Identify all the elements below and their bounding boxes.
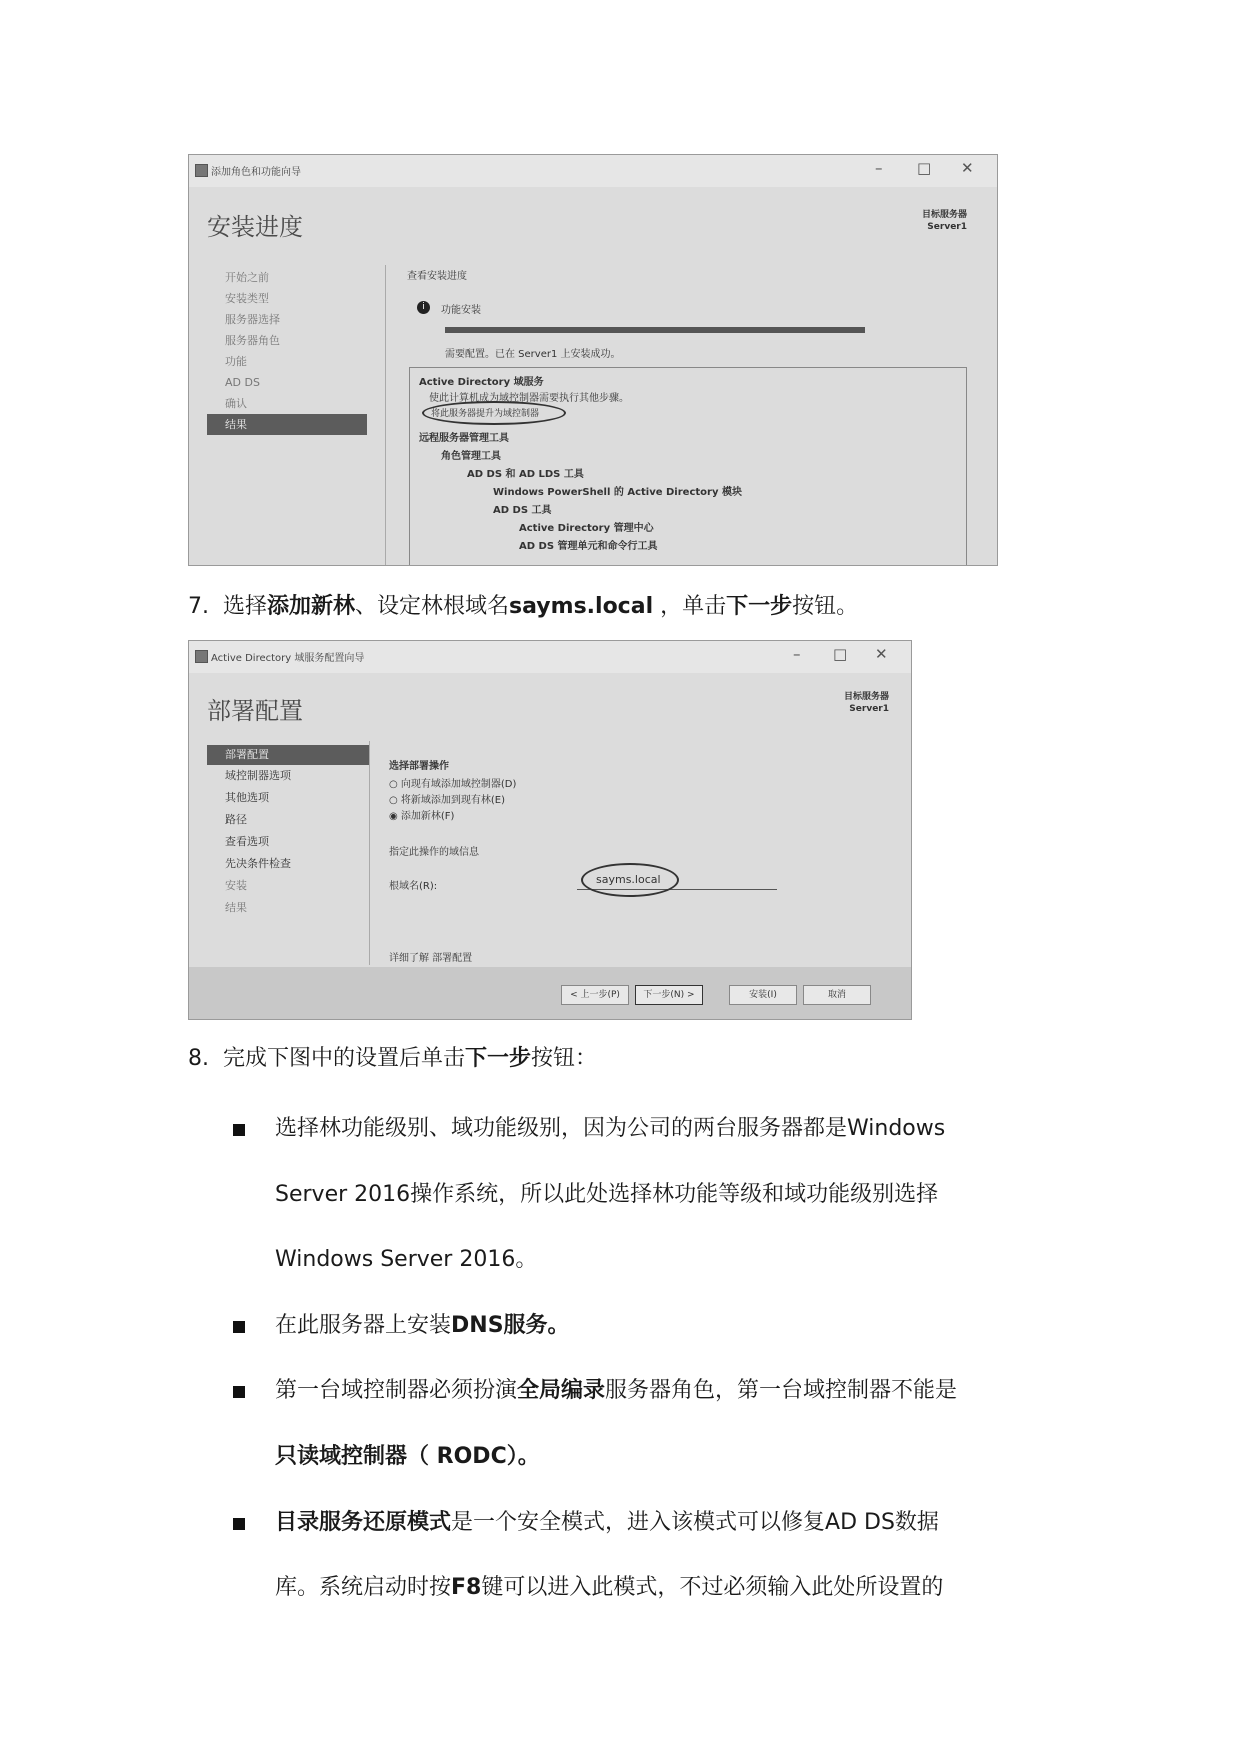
window-title: 添加角色和功能向导 (211, 167, 301, 178)
page-title: 部署配置 (207, 697, 303, 725)
bullet-text: Server 2016操作系统，所以此处选择林功能等级和域功能级别选择 (275, 1182, 939, 1207)
bullet-icon (233, 1518, 245, 1530)
ad-ds-heading: Active Directory 域服务 (419, 377, 544, 388)
emphasis: 下一步 (726, 594, 793, 619)
step-text: ，单击 (653, 594, 727, 619)
bullet-text (275, 1508, 939, 1538)
promote-link[interactable]: 将此服务器提升为域控制器 (431, 409, 540, 419)
step-text: 完成下图中的设置后单击 (223, 1046, 466, 1071)
text: 第一台域控制器必须扮演 (275, 1378, 518, 1403)
text: 键可以进入此模式，不过必须输入此处所设置的 (481, 1575, 944, 1600)
text: 是一个安全模式，进入该模式可以修复AD DS数据 (451, 1510, 939, 1535)
radio-label: 添加新林(F) (400, 811, 455, 822)
nav-item[interactable]: 功能 (225, 355, 247, 368)
install-progress-screenshot (188, 154, 998, 566)
radio-new-domain[interactable]: ○ 将新域添加到现有林(E) (389, 795, 506, 806)
divider (369, 741, 370, 965)
nav-item[interactable]: 确认 (225, 397, 247, 410)
adds-tools-item: AD DS 工具 (493, 505, 552, 516)
wizard-nav (207, 745, 369, 919)
minimize-icon[interactable]: – (875, 159, 883, 177)
nav-item-active[interactable]: 部署配置 (207, 745, 369, 765)
step-text: 、设定林根域名 (355, 594, 510, 619)
emphasis: sayms.local (509, 594, 654, 619)
wizard-nav (207, 267, 367, 435)
divider (385, 265, 386, 565)
nav-item[interactable]: 先决条件检查 (225, 857, 291, 870)
target-label: 目标服务器 (843, 692, 889, 702)
admin-center-item: Active Directory 管理中心 (519, 523, 654, 534)
deployment-config-screenshot (188, 640, 912, 1020)
rsat-item: 远程服务器管理工具 (419, 433, 509, 444)
radio-label: 向现有域添加域控制器(D) (400, 779, 517, 790)
role-tools-item: 角色管理工具 (441, 451, 501, 462)
domain-info-label: 指定此操作的域信息 (389, 847, 479, 858)
emphasis: 下一步 (465, 1046, 532, 1071)
feature-install-label: 功能安装 (441, 305, 481, 316)
install-button[interactable]: 安装(I) (729, 985, 797, 1005)
text: 服务器角色，第一台域控制器不能是 (605, 1378, 958, 1403)
close-icon[interactable]: ✕ (875, 645, 888, 663)
step-text: 按钮。 (792, 594, 859, 619)
target-server (844, 691, 889, 715)
section-label: 查看安装进度 (407, 271, 467, 282)
radio-label: 将新域添加到现有林(E) (400, 795, 506, 806)
target-value: Server1 (927, 222, 967, 232)
bullet-text: Windows Server 2016。 (275, 1247, 538, 1272)
text: 在此服务器上安装 (275, 1313, 452, 1338)
step-text: 按钮： (531, 1046, 598, 1071)
root-domain-value: sayms.local (596, 873, 661, 886)
progress-bar (445, 327, 865, 333)
nav-item[interactable]: 开始之前 (225, 271, 269, 284)
radio-existing-domain[interactable]: ○ 向现有域添加域控制器(D) (389, 779, 517, 790)
step-7 (188, 592, 858, 622)
nav-item-active[interactable]: 结果 (207, 414, 367, 435)
step-text: 选择 (223, 594, 268, 619)
emphasis: 添加新林 (267, 594, 356, 619)
ps-module-item: Windows PowerShell 的 Active Directory 模块 (493, 487, 742, 498)
emphasis: 只读域控制器（ RODC）。 (275, 1444, 540, 1469)
ad-ds-desc: 使此计算机成为域控制器需要执行其他步骤。 (429, 393, 629, 404)
emphasis: 目录服务还原模式 (275, 1510, 452, 1535)
wizard-icon (195, 164, 208, 177)
bullet-text (275, 1573, 943, 1603)
emphasis: DNS服务。 (451, 1313, 570, 1338)
text: 库。系统启动时按 (275, 1575, 452, 1600)
nav-item[interactable]: 域控制器选项 (225, 769, 291, 782)
bullet-text (275, 1311, 570, 1341)
bullet-text (275, 1442, 540, 1472)
step-number: 7. (188, 594, 209, 619)
bullet-icon (233, 1386, 245, 1398)
emphasis: 全局编录 (517, 1378, 606, 1403)
bullet-icon (233, 1321, 245, 1333)
maximize-icon[interactable]: □ (917, 159, 932, 177)
wizard-icon (195, 650, 208, 663)
radio-new-forest[interactable]: ◉ 添加新林(F) (389, 811, 455, 822)
nav-item[interactable]: 安装类型 (225, 292, 269, 305)
nav-item[interactable]: 服务器角色 (225, 334, 280, 347)
close-icon[interactable]: ✕ (961, 159, 974, 177)
bullet-text (275, 1376, 957, 1406)
nav-item[interactable]: 查看选项 (225, 835, 269, 848)
maximize-icon[interactable]: □ (833, 645, 848, 663)
snapins-item: AD DS 管理单元和命令行工具 (519, 541, 658, 552)
next-button[interactable]: 下一步(N) > (635, 985, 703, 1005)
more-info-link[interactable]: 详细了解 部署配置 (389, 953, 473, 964)
step-number: 8. (188, 1046, 209, 1071)
bullet-text: 选择林功能级别、域功能级别，因为公司的两台服务器都是Windows (275, 1116, 946, 1141)
section-label: 选择部署操作 (389, 761, 449, 772)
nav-item[interactable]: 服务器选择 (225, 313, 280, 326)
nav-item[interactable]: 安装 (225, 879, 247, 892)
nav-item[interactable]: 其他选项 (225, 791, 269, 804)
nav-item[interactable]: 路径 (225, 813, 247, 826)
prev-button[interactable]: < 上一步(P) (561, 985, 629, 1005)
page-title: 安装进度 (207, 213, 303, 241)
cancel-button[interactable]: 取消 (803, 985, 871, 1005)
emphasis: F8 (451, 1575, 482, 1600)
root-domain-label: 根域名(R): (389, 881, 438, 892)
window-title: Active Directory 域服务配置向导 (211, 653, 365, 664)
status-text: 需要配置。已在 Server1 上安装成功。 (445, 349, 621, 360)
target-label: 目标服务器 (921, 210, 967, 220)
target-server (922, 209, 967, 233)
bullet-icon (233, 1124, 245, 1136)
minimize-icon[interactable]: – (793, 645, 801, 663)
step-8 (188, 1044, 597, 1074)
nav-item[interactable]: AD DS (225, 376, 260, 389)
target-value: Server1 (849, 704, 889, 714)
nav-item[interactable]: 结果 (225, 901, 247, 914)
adds-lds-item: AD DS 和 AD LDS 工具 (467, 469, 584, 480)
info-icon: i (417, 301, 430, 314)
